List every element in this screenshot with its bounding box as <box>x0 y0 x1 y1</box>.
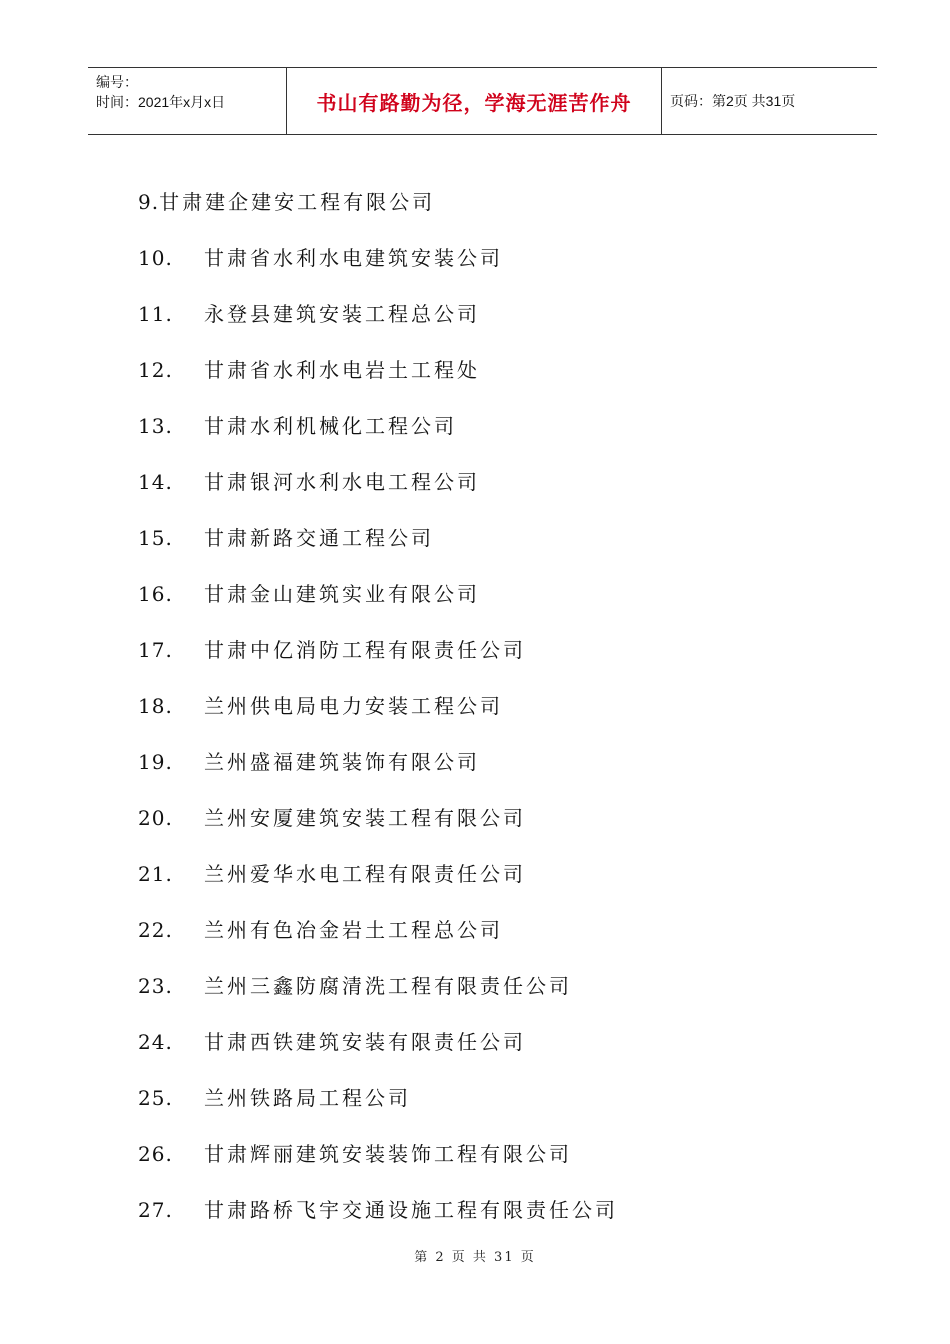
item-name: 甘肃省水利水电岩土工程处 <box>204 358 480 382</box>
item-name: 兰州有色冶金岩土工程总公司 <box>204 918 503 942</box>
item-number: 14. <box>138 470 173 494</box>
list-item <box>138 744 618 800</box>
item-name: 兰州盛福建筑装饰有限公司 <box>204 750 480 774</box>
item-number: 24. <box>138 1030 173 1054</box>
list-item <box>138 968 618 1024</box>
item-number: 19. <box>138 750 173 774</box>
list-item <box>138 1192 618 1248</box>
list-item <box>138 352 618 408</box>
item-name: 甘肃辉丽建筑安装装饰工程有限公司 <box>204 1142 572 1166</box>
item-name: 兰州爱华水电工程有限责任公司 <box>204 862 526 886</box>
list-item <box>138 576 618 632</box>
item-number: 18. <box>138 694 173 718</box>
page-header <box>88 67 877 135</box>
item-name: 甘肃中亿消防工程有限责任公司 <box>204 638 526 662</box>
item-number: 12. <box>138 358 173 382</box>
item-number: 27. <box>138 1198 173 1222</box>
item-number: 25. <box>138 1086 173 1110</box>
item-number: 21. <box>138 862 173 886</box>
item-name: 甘肃西铁建筑安装有限责任公司 <box>204 1030 526 1054</box>
item-number: 17. <box>138 638 173 662</box>
list-item <box>138 856 618 912</box>
list-item <box>138 632 618 688</box>
item-name: 甘肃路桥飞宇交通设施工程有限责任公司 <box>204 1198 618 1222</box>
header-slogan: 书山有路勤为径，学海无涯苦作舟 <box>287 68 662 134</box>
time-label: 时间：2021年x月x日 <box>96 94 226 110</box>
list-item <box>138 408 618 464</box>
item-number: 22. <box>138 918 173 942</box>
item-name: 甘肃新路交通工程公司 <box>204 526 434 550</box>
item-name: 甘肃省水利水电建筑安装公司 <box>204 246 503 270</box>
list-item <box>138 1024 618 1080</box>
item-name: 甘肃水利机械化工程公司 <box>204 414 457 438</box>
item-number: 13. <box>138 414 173 438</box>
item-number: 10. <box>138 246 173 270</box>
item-number: 26. <box>138 1142 173 1166</box>
list-item <box>138 688 618 744</box>
item-number: 16. <box>138 582 173 606</box>
company-list <box>138 184 618 1248</box>
header-meta <box>88 68 287 134</box>
item-name: 甘肃金山建筑实业有限公司 <box>204 582 480 606</box>
item-name: 兰州铁路局工程公司 <box>204 1086 411 1110</box>
item-number: 15. <box>138 526 173 550</box>
item-name: 兰州安厦建筑安装工程有限公司 <box>204 806 526 830</box>
page-footer: 第 2 页 共 31 页 <box>414 1250 536 1265</box>
item-name: 甘肃建企建安工程有限公司 <box>159 190 436 214</box>
item-number: 20. <box>138 806 173 830</box>
item-number: 11. <box>138 302 173 326</box>
list-item <box>138 1136 618 1192</box>
item-number: 23. <box>138 974 173 998</box>
item-number: 9. <box>138 190 160 214</box>
list-item <box>138 1080 618 1136</box>
item-name: 兰州供电局电力安装工程公司 <box>204 694 503 718</box>
item-name: 兰州三鑫防腐清洗工程有限责任公司 <box>204 974 572 998</box>
header-page-info: 页码：第2页 共31页 <box>670 93 796 109</box>
list-item <box>138 800 618 856</box>
item-name: 甘肃银河水利水电工程公司 <box>204 470 480 494</box>
list-item <box>138 464 618 520</box>
list-item <box>138 296 618 352</box>
list-item <box>138 912 618 968</box>
item-name: 永登县建筑安装工程总公司 <box>204 302 480 326</box>
list-item <box>138 240 618 296</box>
number-label: 编号： <box>96 74 138 90</box>
list-item <box>138 184 618 240</box>
list-item <box>138 520 618 576</box>
